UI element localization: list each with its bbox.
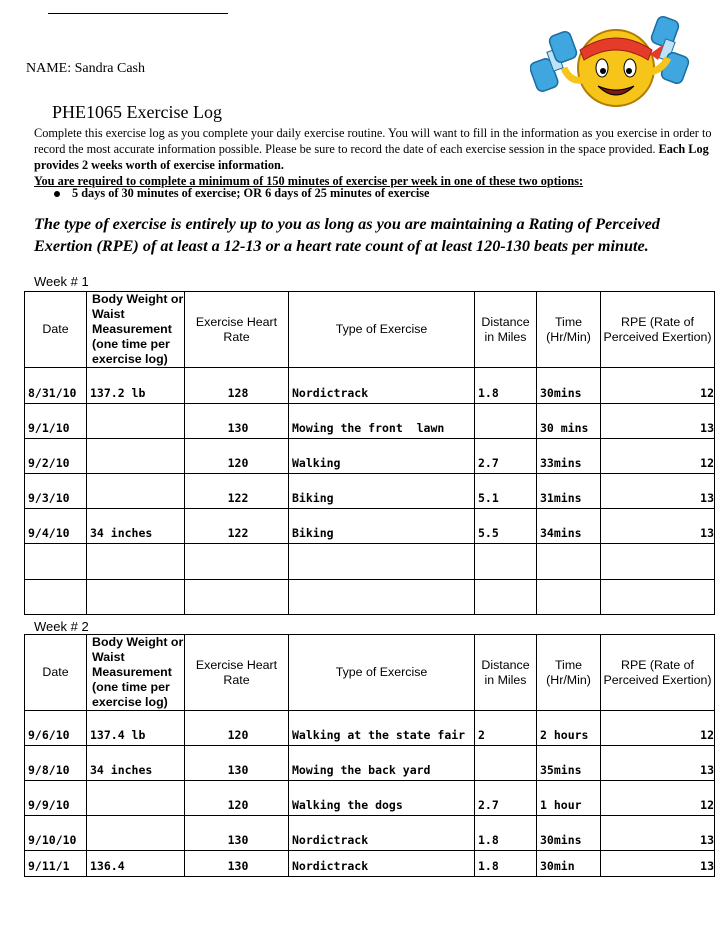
instructions [34, 125, 714, 189]
week-2-body [25, 711, 715, 877]
log-body-cell[interactable] [87, 439, 185, 474]
log-time-cell[interactable]: 30mins [537, 368, 601, 404]
log-body-cell[interactable]: 137.2 lb [87, 368, 185, 404]
log-body-cell[interactable]: 34 inches [87, 509, 185, 544]
log-time-cell[interactable]: 33mins [537, 439, 601, 474]
week-1-body [25, 368, 715, 615]
log-exercise-type-cell[interactable]: Biking [289, 509, 475, 544]
log-row [25, 368, 715, 404]
log-distance-cell[interactable]: 2 [475, 711, 537, 746]
log-rpe-cell[interactable]: 12 [601, 711, 715, 746]
log-heart-rate-cell[interactable]: 130 [185, 816, 289, 851]
col-hr-header: Exercise Heart Rate [185, 635, 289, 711]
log-rpe-cell[interactable]: 13 [601, 851, 715, 877]
log-rpe-cell[interactable]: 13 [601, 509, 715, 544]
log-date-cell[interactable]: 8/31/10 [25, 368, 87, 404]
student-name: NAME: Sandra Cash [26, 61, 145, 76]
option-bullet [54, 186, 429, 201]
instructions-bold: Each Log provides 2 weeks worth of exercise information. [34, 142, 709, 172]
log-body-cell[interactable] [87, 816, 185, 851]
log-time-cell[interactable] [537, 580, 601, 615]
log-body-cell[interactable]: 136.4 [87, 851, 185, 877]
log-time-cell[interactable]: 34mins [537, 509, 601, 544]
instructions-text: Complete this exercise log as you complete your daily exercise routine. You will want to fill in the information as you exercise in order to record the most accurate information possible. Please be sure to record the date of each exercise session in the space provided. [34, 126, 712, 156]
log-row [25, 404, 715, 439]
log-row [25, 580, 715, 615]
log-distance-cell[interactable]: 2.7 [475, 439, 537, 474]
log-distance-cell[interactable]: 1.8 [475, 851, 537, 877]
log-exercise-type-cell[interactable] [289, 544, 475, 580]
log-distance-cell[interactable]: 2.7 [475, 781, 537, 816]
col-time-header: Time (Hr/Min) [537, 292, 601, 368]
log-rpe-cell[interactable]: 12 [601, 781, 715, 816]
log-exercise-type-cell[interactable]: Mowing the front lawn [289, 404, 475, 439]
log-row [25, 816, 715, 851]
log-row [25, 509, 715, 544]
log-heart-rate-cell[interactable]: 120 [185, 781, 289, 816]
col-date-header: Date [25, 635, 87, 711]
log-distance-cell[interactable] [475, 580, 537, 615]
col-type-header: Type of Exercise [289, 635, 475, 711]
log-heart-rate-cell[interactable]: 120 [185, 439, 289, 474]
log-rpe-cell[interactable]: 12 [601, 439, 715, 474]
col-time-header: Time (Hr/Min) [537, 635, 601, 711]
log-rpe-cell[interactable]: 12 [601, 368, 715, 404]
log-body-cell[interactable] [87, 580, 185, 615]
log-body-cell[interactable] [87, 781, 185, 816]
log-date-cell[interactable] [25, 580, 87, 615]
col-distance-header: Distance in Miles [475, 635, 537, 711]
log-exercise-type-cell[interactable] [289, 580, 475, 615]
log-row [25, 474, 715, 509]
log-distance-cell[interactable]: 5.5 [475, 509, 537, 544]
option-text: 5 days of 30 minutes of exercise; OR 6 days of 25 minutes of exercise [72, 186, 430, 200]
log-exercise-type-cell[interactable]: Nordictrack [289, 851, 475, 877]
requirement-text: You are required to complete a minimum of 150 minutes of exercise per week in one of these two options: [34, 174, 584, 188]
col-hr-header: Exercise Heart Rate [185, 292, 289, 368]
log-date-cell[interactable]: 9/11/1 [25, 851, 87, 877]
log-date-cell[interactable]: 9/8/10 [25, 746, 87, 781]
log-distance-cell[interactable]: 1.8 [475, 368, 537, 404]
log-body-cell[interactable]: 137.4 lb [87, 711, 185, 746]
week-2-header-row [25, 635, 715, 711]
exercising-smiley-icon [530, 10, 700, 110]
log-row [25, 851, 715, 877]
log-date-cell[interactable]: 9/6/10 [25, 711, 87, 746]
col-rpe-header: RPE (Rate of Perceived Exertion) [601, 292, 715, 368]
log-row [25, 439, 715, 474]
log-body-cell[interactable]: 34 inches [87, 746, 185, 781]
log-body-cell[interactable] [87, 404, 185, 439]
log-time-cell[interactable]: 30mins [537, 816, 601, 851]
log-time-cell[interactable]: 2 hours [537, 711, 601, 746]
log-heart-rate-cell[interactable]: 122 [185, 474, 289, 509]
log-time-cell[interactable]: 35mins [537, 746, 601, 781]
col-type-header: Type of Exercise [289, 292, 475, 368]
log-row [25, 544, 715, 580]
log-rpe-cell[interactable]: 13 [601, 474, 715, 509]
log-exercise-type-cell[interactable]: Mowing the back yard [289, 746, 475, 781]
log-time-cell[interactable] [537, 544, 601, 580]
log-exercise-type-cell[interactable]: Nordictrack [289, 816, 475, 851]
log-heart-rate-cell[interactable]: 120 [185, 711, 289, 746]
log-distance-cell[interactable]: 5.1 [475, 474, 537, 509]
log-heart-rate-cell[interactable]: 128 [185, 368, 289, 404]
log-exercise-type-cell[interactable]: Walking the dogs [289, 781, 475, 816]
week-1-table [24, 291, 715, 615]
week-1-label: Week # 1 [34, 274, 89, 289]
log-rpe-cell[interactable]: 13 [601, 816, 715, 851]
log-heart-rate-cell[interactable]: 130 [185, 851, 289, 877]
log-date-cell[interactable]: 9/9/10 [25, 781, 87, 816]
log-rpe-cell[interactable] [601, 580, 715, 615]
log-distance-cell[interactable]: 1.8 [475, 816, 537, 851]
log-date-cell[interactable]: 9/1/10 [25, 404, 87, 439]
log-exercise-type-cell[interactable]: Walking at the state fair [289, 711, 475, 746]
log-row [25, 711, 715, 746]
log-date-cell[interactable]: 9/10/10 [25, 816, 87, 851]
log-date-cell[interactable]: 9/4/10 [25, 509, 87, 544]
log-distance-cell[interactable] [475, 544, 537, 580]
rpe-statement: The type of exercise is entirely up to you as long as you are maintaining a Rating of Perceived Exertion (RPE) of at least a 12-13 or a heart rate count of at least 120-130 beats per minute. [34, 215, 660, 255]
left-dumbbell-icon [530, 30, 578, 93]
col-distance-header: Distance in Miles [475, 292, 537, 368]
signature-line [48, 13, 228, 14]
page-title: PHE1065 Exercise Log [52, 102, 222, 122]
log-rpe-cell[interactable]: 13 [601, 404, 715, 439]
log-heart-rate-cell[interactable]: 130 [185, 404, 289, 439]
log-heart-rate-cell[interactable]: 130 [185, 746, 289, 781]
log-time-cell[interactable]: 30min [537, 851, 601, 877]
log-exercise-type-cell[interactable]: Walking [289, 439, 475, 474]
log-exercise-type-cell[interactable]: Biking [289, 474, 475, 509]
log-rpe-cell[interactable] [601, 544, 715, 580]
log-body-cell[interactable] [87, 474, 185, 509]
log-heart-rate-cell[interactable] [185, 544, 289, 580]
week-2-table [24, 634, 715, 877]
log-time-cell[interactable]: 30 mins [537, 404, 601, 439]
col-date-header: Date [25, 292, 87, 368]
col-rpe-header: RPE (Rate of Perceived Exertion) [601, 635, 715, 711]
log-heart-rate-cell[interactable]: 122 [185, 509, 289, 544]
week-1-header-row [25, 292, 715, 368]
log-exercise-type-cell[interactable]: Nordictrack [289, 368, 475, 404]
log-date-cell[interactable]: 9/2/10 [25, 439, 87, 474]
log-date-cell[interactable] [25, 544, 87, 580]
col-body-header: Body Weight or Waist Measurement (one time per exercise log) [87, 635, 185, 711]
log-body-cell[interactable] [87, 544, 185, 580]
col-body-header: Body Weight or Waist Measurement (one time per exercise log) [87, 292, 185, 368]
log-time-cell[interactable]: 1 hour [537, 781, 601, 816]
log-distance-cell[interactable] [475, 746, 537, 781]
log-time-cell[interactable]: 31mins [537, 474, 601, 509]
log-heart-rate-cell[interactable] [185, 580, 289, 615]
log-row [25, 781, 715, 816]
week-2-label: Week # 2 [34, 619, 89, 634]
log-rpe-cell[interactable]: 13 [601, 746, 715, 781]
log-date-cell[interactable]: 9/3/10 [25, 474, 87, 509]
log-row [25, 746, 715, 781]
log-distance-cell[interactable] [475, 404, 537, 439]
bullet-icon [54, 191, 60, 197]
